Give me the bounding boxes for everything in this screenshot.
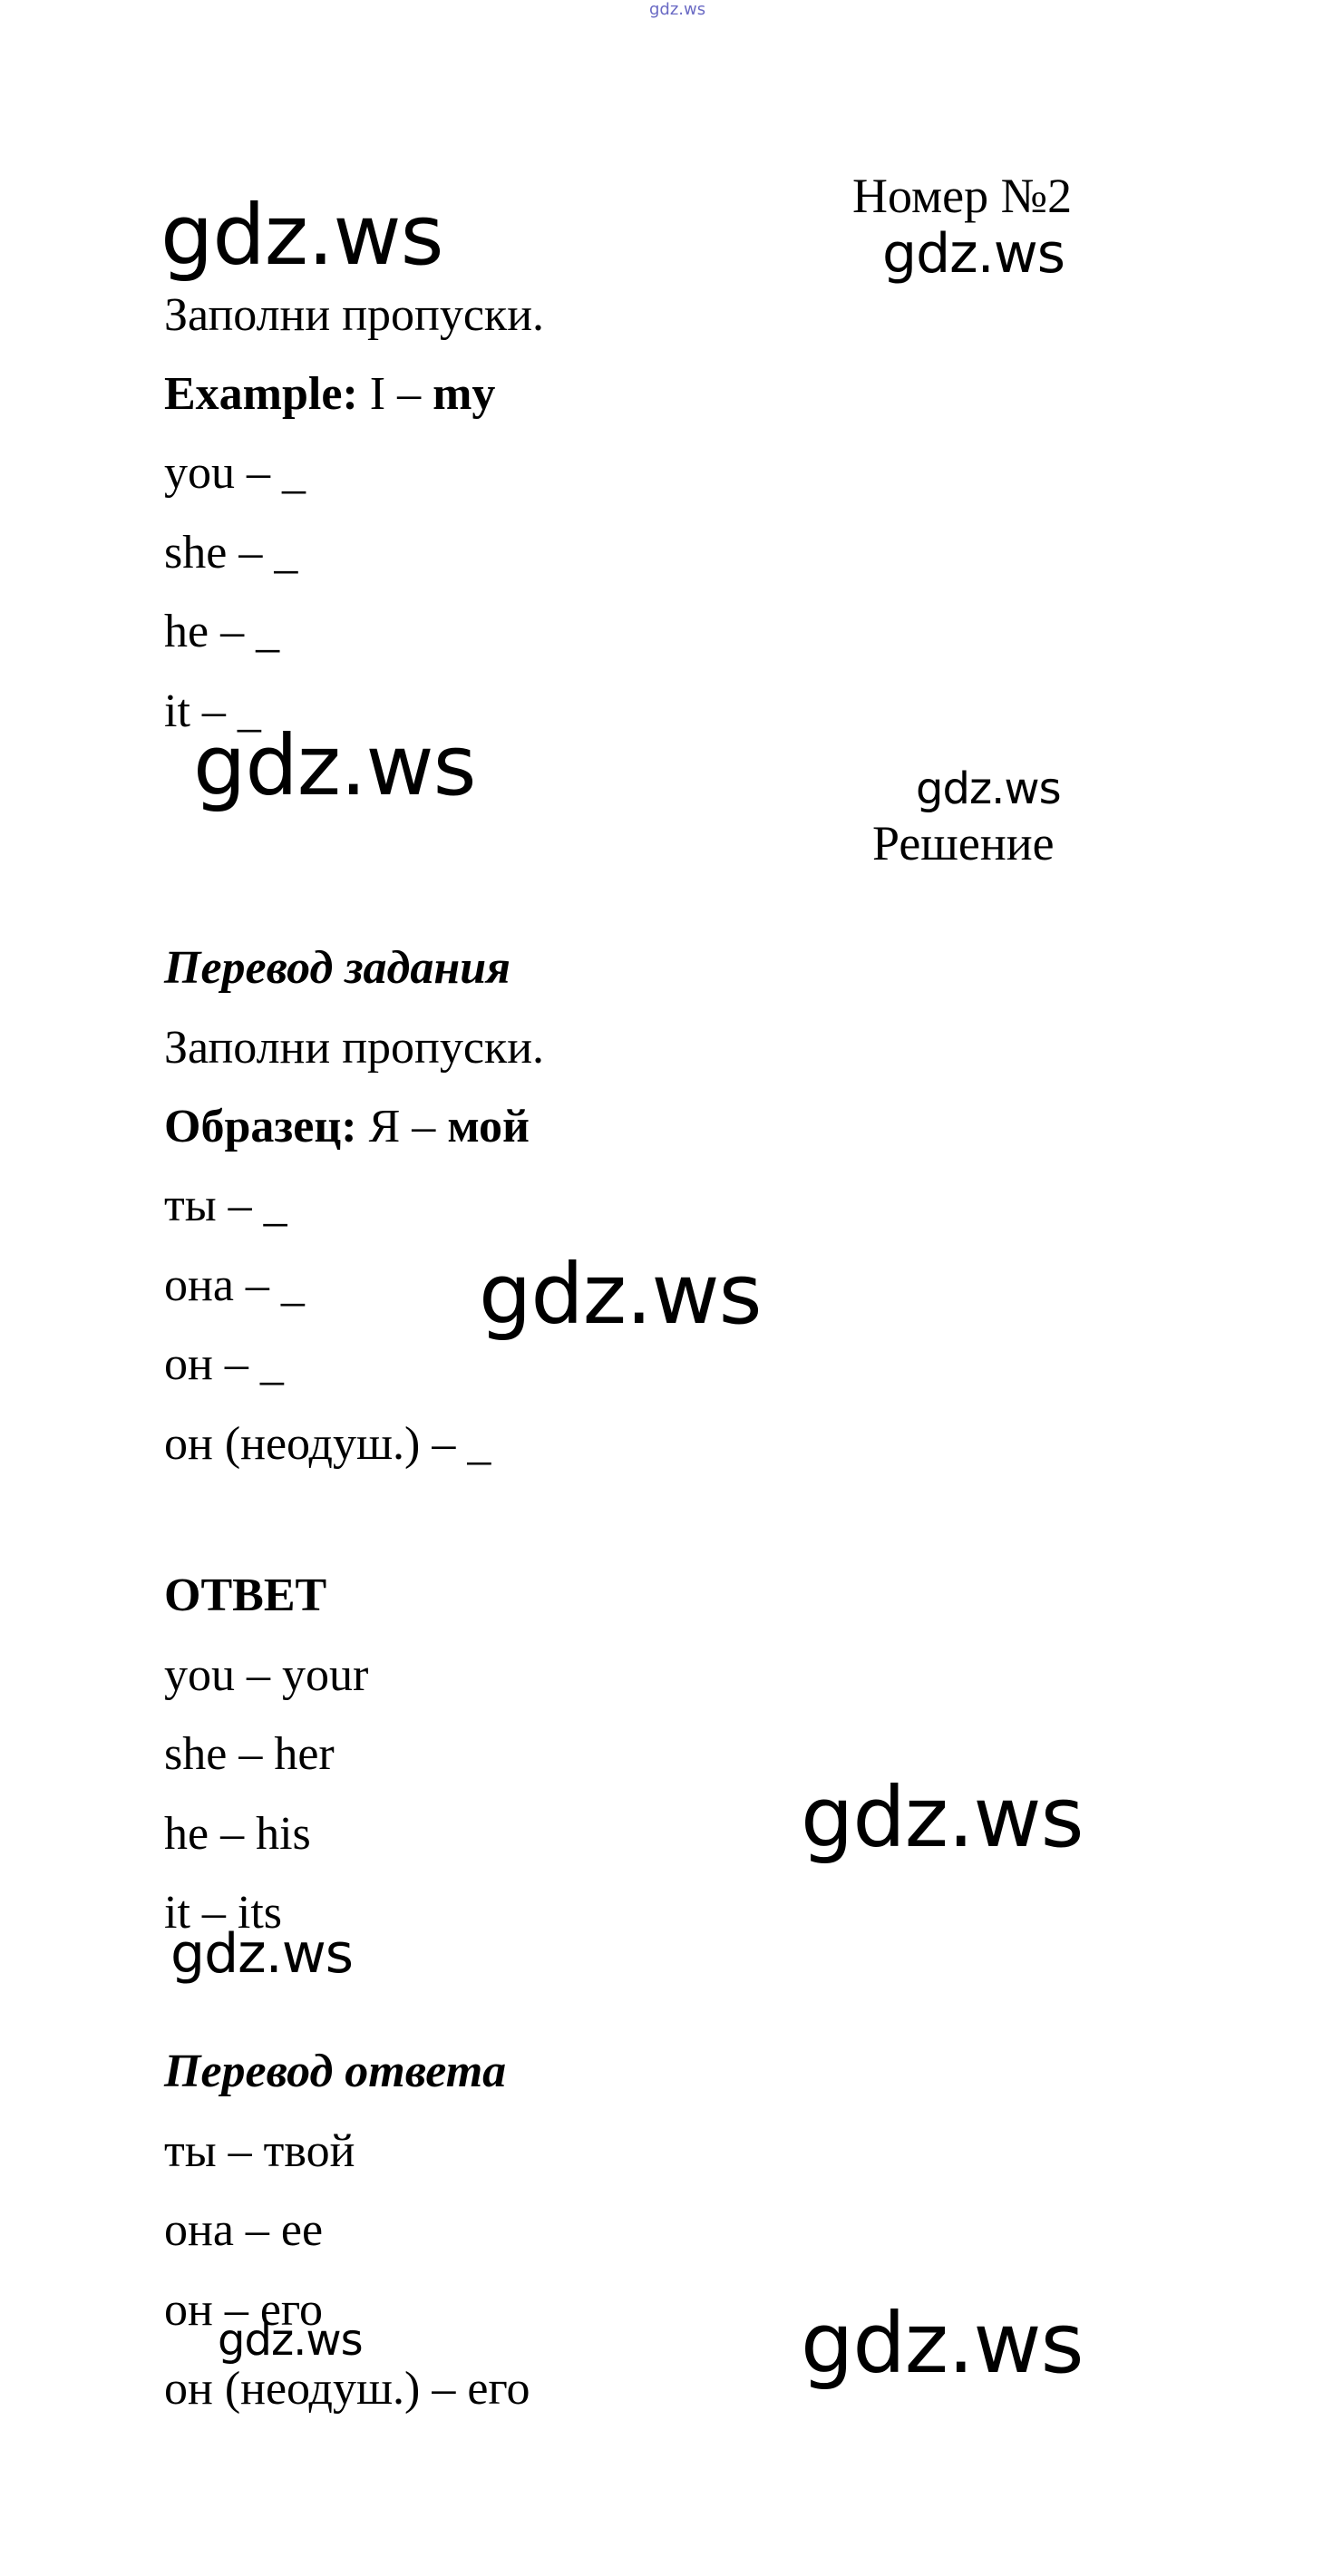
task-instruction: Заполни пропуски. [164,289,545,341]
task-number: Номер №2 [852,169,1073,223]
watermark: gdz.ws [801,1769,1084,1866]
top-watermark: gdz.ws [649,0,706,19]
task-item-you: you – _ [164,447,306,499]
translation-example [164,1100,530,1154]
task-item-she: she – _ [164,527,298,578]
example-label: Example: [164,368,358,420]
watermark: gdz.ws [916,763,1061,814]
answer-heading: ОТВЕТ [164,1570,327,1621]
task-item-he: he – _ [164,606,280,657]
translation-heading: Перевод задания [164,942,510,994]
watermark: gdz.ws [170,1922,354,1986]
answer-item-it: it – its [164,1887,283,1939]
watermark: gdz.ws [160,187,443,284]
answer-translation-item-on: он – его [164,2284,323,2336]
task-item-it: it – _ [164,685,261,737]
watermark: gdz.ws [801,2295,1084,2392]
task-example [164,367,495,422]
translation-item-ona: она – _ [164,1259,305,1311]
example-answer: my [433,368,496,420]
answer-translation-heading: Перевод ответа [164,2046,507,2097]
answer-item-you: you – your [164,1649,369,1701]
watermark: gdz.ws [479,1246,762,1343]
watermark: gdz.ws [882,222,1065,286]
answer-translation-item-on-inanimate: он (неодуш.) – его [164,2363,530,2415]
answer-translation-item-ty: ты – твой [164,2125,355,2177]
translation-item-on: он – _ [164,1338,284,1390]
translation-example-answer: мой [447,1101,530,1152]
example-text: I – [357,368,433,420]
translation-instruction: Заполни пропуски. [164,1022,545,1074]
answer-item-he: he – his [164,1808,311,1860]
translation-example-label: Образец: [164,1101,357,1152]
answer-item-she: she – her [164,1728,335,1780]
translation-item-ty: ты – _ [164,1180,287,1231]
solution-heading: Решение [872,816,1055,870]
watermark: gdz.ws [193,717,476,814]
translation-example-text: Я – [356,1101,448,1152]
answer-translation-item-ona: она – ее [164,2204,324,2256]
translation-item-on-inanimate: он (неодуш.) – _ [164,1418,491,1470]
watermark: gdz.ws [218,2315,363,2366]
